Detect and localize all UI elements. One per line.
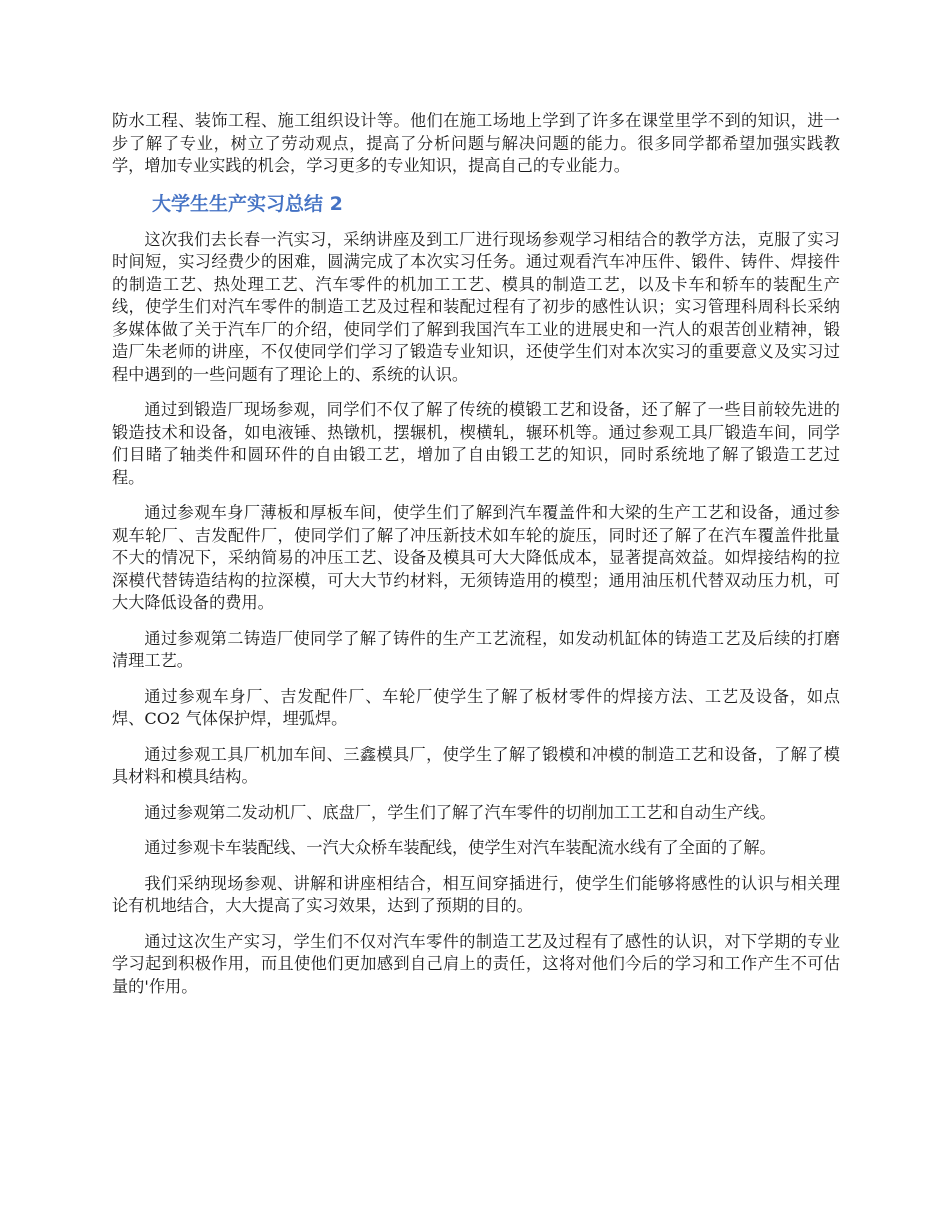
paragraph-10: 通过这次生产实习，学生们不仅对汽车零件的制造工艺及过程有了感性的认识，对下学期的专业学习起到积极作用，而且使他们更加感到自己肩上的责任，这将对他们今后的学习和工作产生不可估量的'作用。 [112, 931, 840, 996]
paragraph-7: 通过参观第二发动机厂、底盘厂，学生们了解了汽车零件的切削加工工艺和自动生产线。 [144, 802, 776, 822]
paragraph-9: 我们采纳现场参观、讲解和讲座相结合，相互间穿插进行，使学生们能够将感性的认识与相关理论有机地结合，大大提高了实习效果，达到了预期的目的。 [112, 873, 840, 915]
paragraph-5: 通过参观车身厂、吉发配件厂、车轮厂使学生了解了板材零件的焊接方法、工艺及设备，如点焊、CO2 气体保护焊，埋弧焊。 [112, 686, 840, 728]
paragraph-6: 通过参观工具厂机加车间、三鑫模具厂，使学生了解了锻模和冲模的制造工艺和设备，了解了模具材料和模具结构。 [112, 744, 840, 786]
intro-paragraph: 防水工程、装饰工程、施工组织设计等。他们在施工场地上学到了许多在课堂里学不到的知识，进一步了解了专业，树立了劳动观点，提高了分析问题与解决问题的能力。很多同学都希望加强实践教学，增加专业实践的机会，学习更多的专业知识，提高自己的专业能力。 [112, 111, 840, 175]
paragraph-1: 这次我们去长春一汽实习，采纳讲座及到工厂进行现场参观学习相结合的教学方法，克服了实习时间短，实习经费少的困难，圆满完成了本次实习任务。通过观看汽车冲压件、锻件、铸件、焊接件的制造工艺、热处理工艺、汽车零件的机加工工艺、模具的制造工艺，以及卡车和轿车的装配生产线，使学生们对汽车零件的制造工艺及过程和装配过程有了初步的感性认识；实习管理科周科长采纳多媒体做了关于汽车厂的介绍，使同学们了解到我国汽车工业的进展史和一汽人的艰苦创业精神，锻造厂朱老师的讲座，不仅使同学们学习了锻造专业知识，还使学生们对本次实习的重要意义及实习过程中遇到的一些问题有了理论上的、系统的认识。 [112, 229, 840, 384]
paragraph-4: 通过参观第二铸造厂使同学了解了铸件的生产工艺流程，如发动机缸体的铸造工艺及后续的打磨清理工艺。 [112, 628, 840, 670]
document-body [112, 110, 840, 1011]
paragraph-8: 通过参观卡车装配线、一汽大众桥车装配线，使学生对汽车装配流水线有了全面的了解。 [144, 838, 776, 857]
section-title: 大学生生产实习总结 2 [152, 192, 343, 215]
paragraph-2: 通过到锻造厂现场参观，同学们不仅了解了传统的模锻工艺和设备，还了解了一些目前较先进的锻造技术和设备，如电液锤、热镦机，摆辗机，楔横轧，辗环机等。通过参观工具厂锻造车间，同学们目睹了轴类件和圆环件的自由锻工艺，增加了自由锻工艺的知识，同时系统地了解了锻造工艺过程。 [112, 400, 840, 487]
paragraph-3: 通过参观车身厂薄板和厚板车间，使学生们了解到汽车覆盖件和大梁的生产工艺和设备，通过参观车轮厂、吉发配件厂，使同学们了解了冲压新技术如车轮的旋压，同时还了解了在汽车覆盖件批量不大的情况下，采纳简易的冲压工艺、设备及模具可大大降低成本，显著提高效益。如焊接结构的拉深模代替铸造结构的拉深模，可大大节约材料，无须铸造用的模型；通用油压机代替双动压力机，可大大降低设备的费用。 [112, 503, 840, 612]
